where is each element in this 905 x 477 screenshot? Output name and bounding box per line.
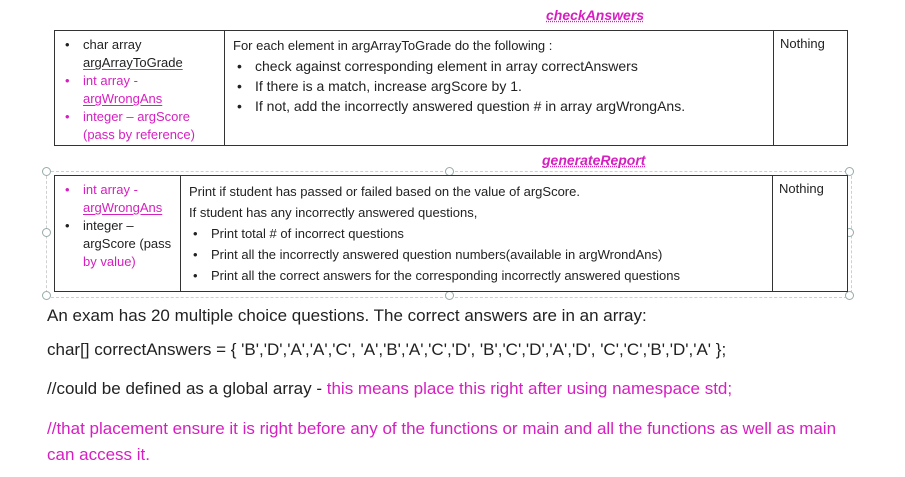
desc-item: • If not, add the incorrectly answered question # in array argWrongAns. [233,96,767,116]
returns-value: Nothing [780,36,825,51]
generate-report-heading: generateReport [542,152,646,168]
param-label: • integer – [83,218,134,233]
generate-report-params-cell [55,176,181,291]
param-name: argWrongAns [83,200,163,215]
desc-item: • Print all the incorrectly answered question numbers(available in argWrondAns) [189,244,766,265]
desc-line: If student has any incorrectly answered questions, [189,205,478,220]
comment-highlight: this means place this right after using namespace std; [326,379,733,398]
generate-report-returns-cell [773,176,847,291]
desc-item: • check against corresponding element in array correctAnswers [233,56,767,76]
param-integer-score [61,108,218,144]
returns-value: Nothing [779,181,824,196]
correct-answers-code: char[] correctAnswers = { 'B','D','A','A','C', 'A','B','A','C','D', 'B','C','D','A','D', 'C','C','B','D','A' }; [47,340,727,359]
check-answers-params-cell [55,31,225,145]
desc-item: • Print total # of incorrect questions [189,223,766,244]
resize-handle-icon[interactable] [42,167,51,176]
exam-description: An exam has 20 multiple choice questions. The correct answers are in an array: [47,306,647,325]
param-integer-score [61,217,174,271]
resize-handle-icon[interactable] [42,291,51,300]
global-array-comment [47,379,732,399]
resize-handle-icon[interactable] [845,291,854,300]
generate-report-table [54,175,848,292]
param-note: by value) [83,254,136,269]
param-int-array [61,181,174,217]
check-answers-heading: checkAnswers [546,7,645,23]
param-label: • char array [83,37,142,52]
param-label: • int array - [83,182,138,197]
desc-intro: For each element in argArrayToGrade do the following : [233,38,553,53]
comment-text: //could be defined as a global array - [47,379,327,398]
param-int-array [61,72,218,108]
param-name: argScore (pass [83,236,172,251]
desc-line: Print if student has passed or failed based on the value of argScore. [189,184,580,199]
resize-handle-icon[interactable] [42,228,51,237]
check-answers-table [54,30,848,146]
param-label: • int array - [83,73,138,88]
desc-item: • Print all the correct answers for the corresponding incorrectly answered questions [189,265,766,286]
generate-report-desc-cell [181,176,773,291]
param-name: argWrongAns [83,91,163,106]
param-label: • integer – argScore [83,109,190,124]
param-name: argArrayToGrade [83,55,183,70]
check-answers-desc-cell [225,31,774,145]
param-note: (pass by reference) [83,127,195,142]
check-answers-returns-cell [774,31,847,145]
resize-handle-icon[interactable] [445,291,454,300]
placement-comment: //that placement ensure it is right before any of the functions or main and all the functions as well as main can access it. [47,419,837,464]
desc-item: • If there is a match, increase argScore by 1. [233,76,767,96]
param-char-array [61,36,218,72]
